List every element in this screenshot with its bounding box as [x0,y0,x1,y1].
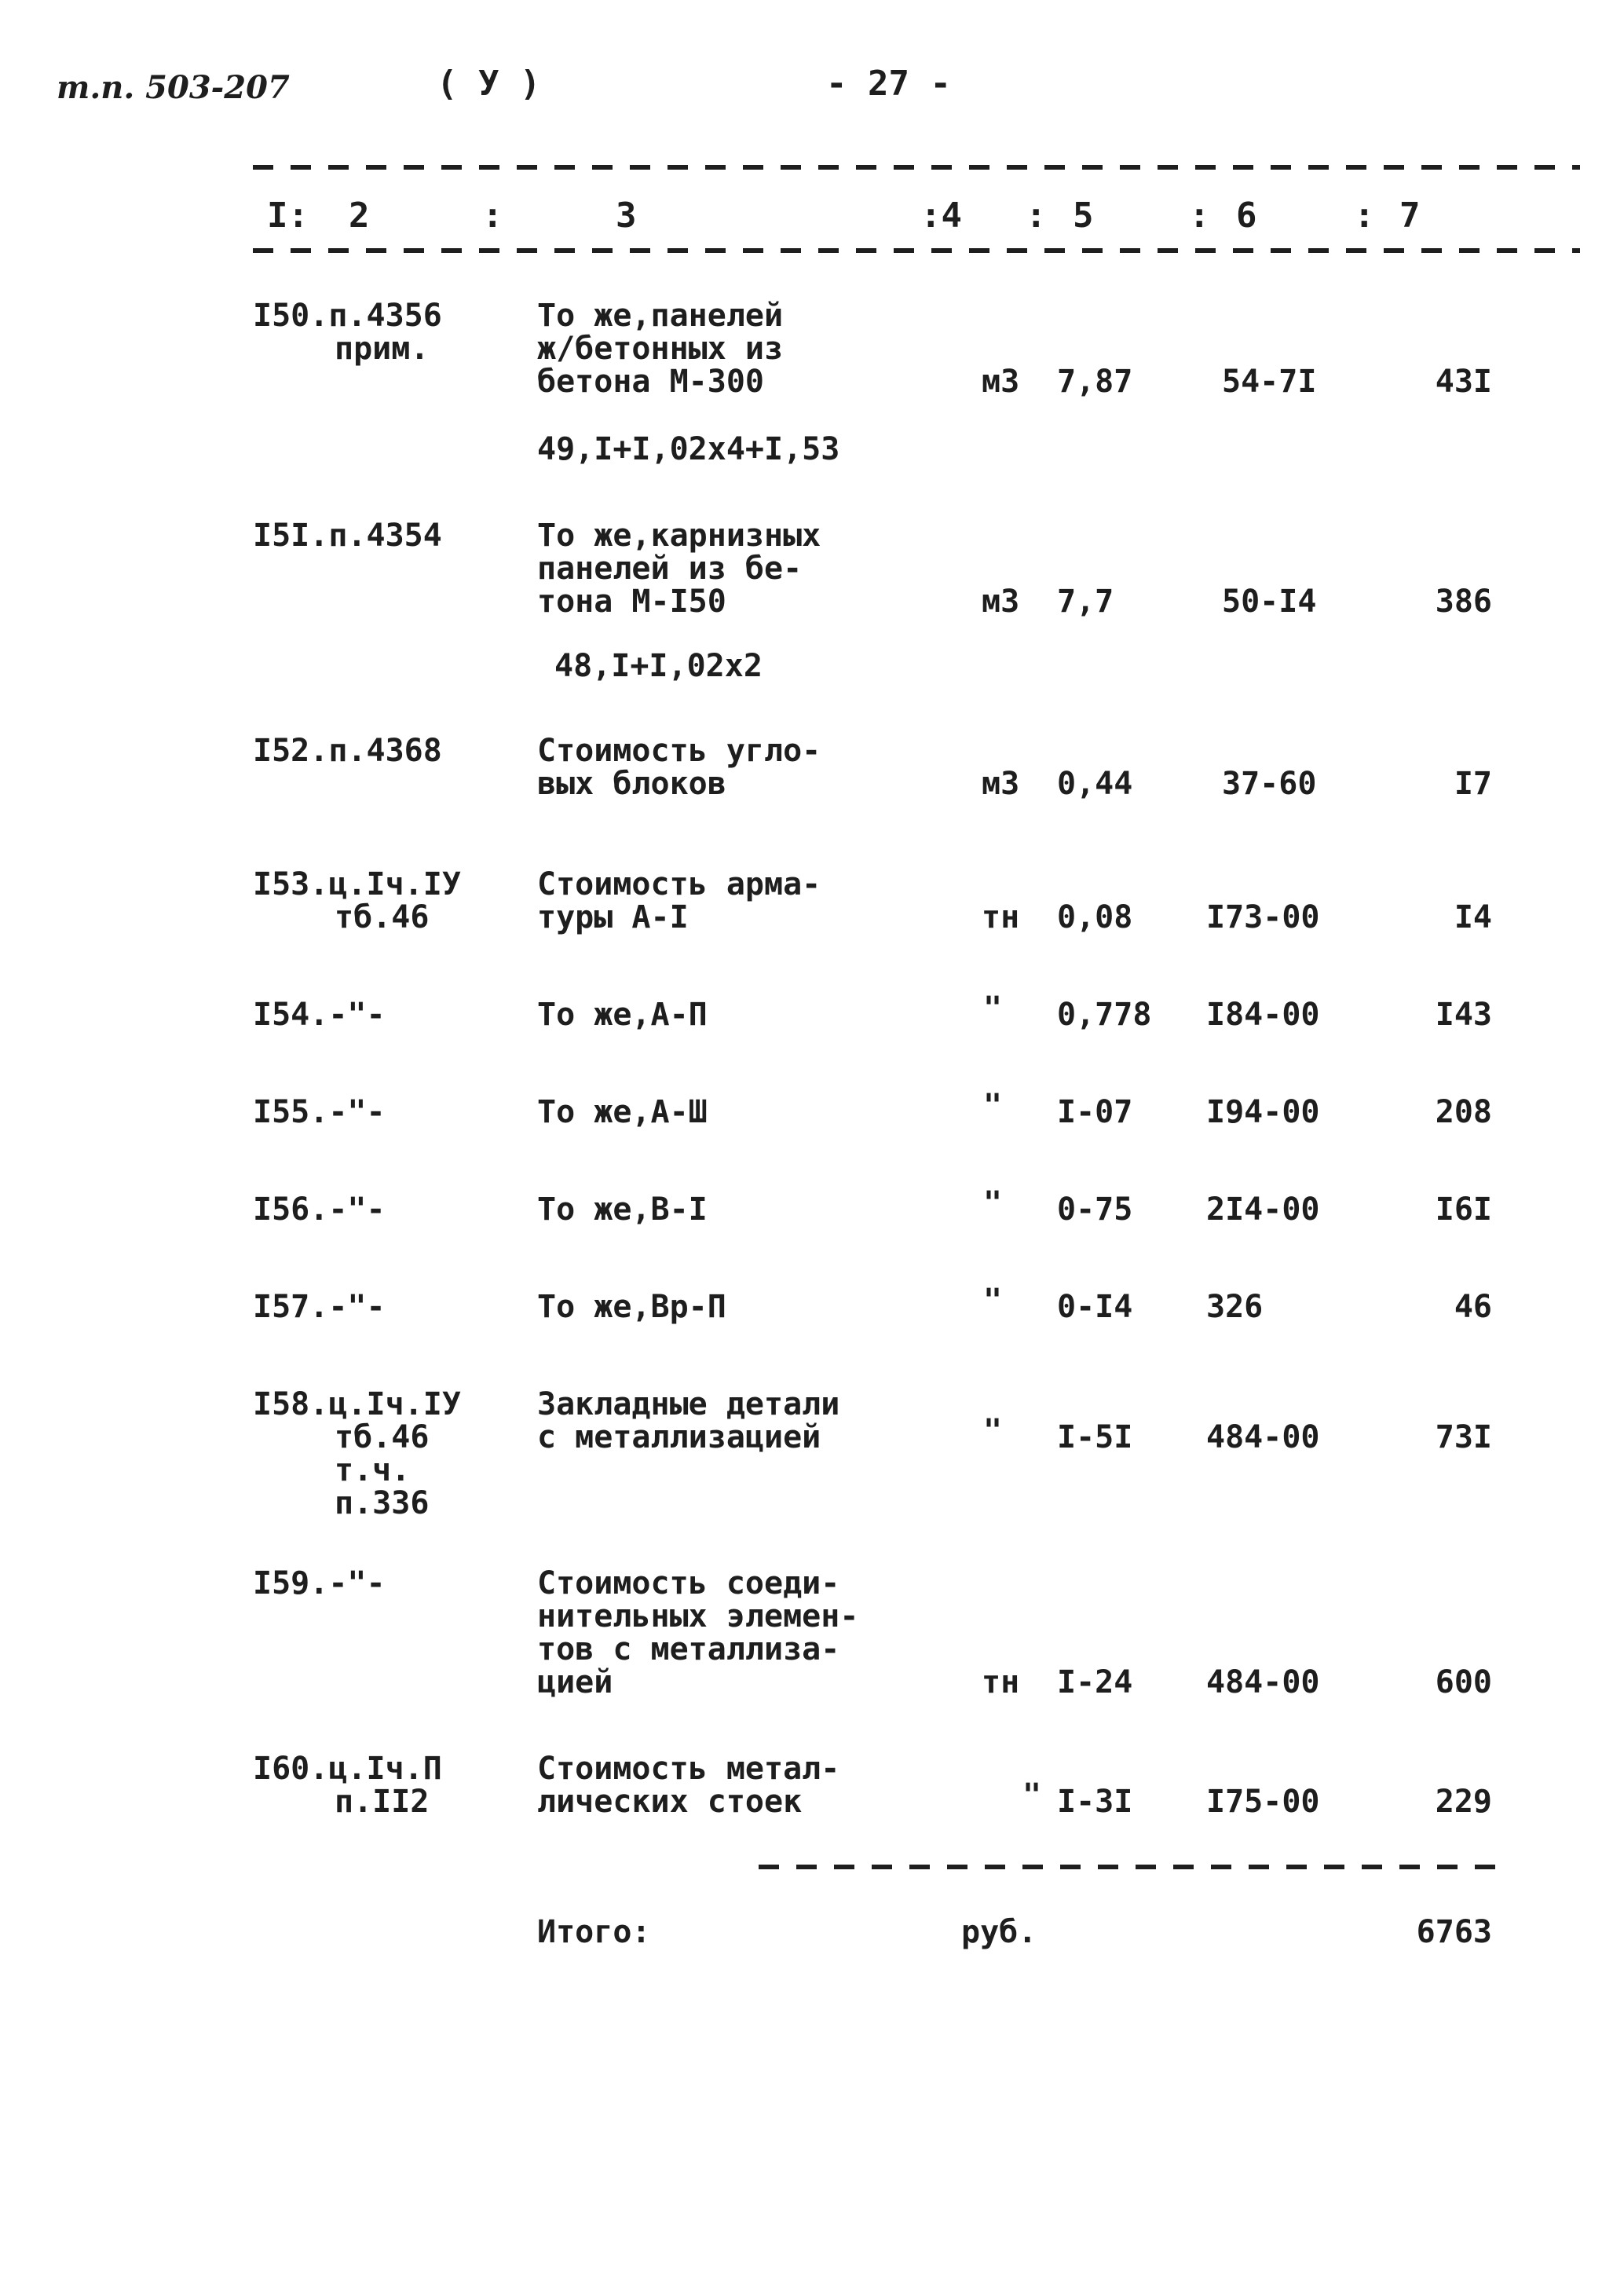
row-description: То же,Вр-П [537,1289,726,1325]
header-top-rule [253,165,1580,170]
row-price: I73-00 [1206,899,1320,935]
row-total: 208 [1435,1094,1492,1130]
row-total: 386 [1435,584,1492,620]
header-bottom-rule [253,248,1580,253]
total-label: Итого: [537,1914,651,1950]
row-description: цией [537,1664,613,1700]
row-description: с металлизацией [537,1419,821,1455]
row-description: То же,карнизных [537,518,821,554]
col-header-sep: : [482,196,503,236]
row-code: I52.п.4368 [253,733,442,769]
row-price: 50-I4 [1222,584,1317,620]
col-header-3: 3 [616,196,637,236]
page-number: - 27 - [826,64,951,104]
col-header-4: :4 [920,196,962,236]
row-description: Стоимость угло- [537,733,821,769]
row-price: 484-00 [1206,1664,1320,1700]
row-total: I7 [1454,766,1492,802]
col-header-7: 7 [1399,196,1421,236]
row-price: 54-7I [1222,364,1317,400]
row-total: I6I [1435,1191,1492,1228]
row-quantity: 0,08 [1057,899,1133,935]
document-code: т.п. 503-207 [57,69,290,106]
col-header-1: I: [267,196,309,236]
row-description: То же,А-П [537,997,708,1033]
row-description: Стоимость соеди- [537,1565,840,1601]
row-code: I59.-"- [253,1565,386,1601]
row-description: туры А-I [537,899,689,935]
row-description: ж/бетонных из [537,331,784,367]
row-total: 600 [1435,1664,1492,1700]
row-price: 37-60 [1222,766,1317,802]
row-code: I58.ц.Iч.IУ [253,1386,461,1422]
row-price: I84-00 [1206,997,1320,1033]
row-unit: " [983,990,1003,1027]
row-code: I5I.п.4354 [253,518,442,554]
total-rule [759,1865,1512,1869]
row-description: Стоимость метал- [537,1751,840,1787]
row-description: нительных элемен- [537,1598,859,1634]
row-code: I55.-"- [253,1094,386,1130]
row-calculation: 49,I+I,02х4+I,53 [537,431,840,467]
row-price: 2I4-00 [1206,1191,1320,1228]
row-total: 73I [1435,1419,1492,1455]
row-quantity: I-3I [1057,1784,1133,1820]
row-code: п.II2 [335,1784,430,1820]
row-price: 326 [1206,1289,1264,1325]
row-code: т.ч. [335,1452,411,1488]
row-unit: " [983,1413,1003,1449]
row-description: То же,А-Ш [537,1094,708,1130]
row-unit: тн [982,1664,1020,1700]
row-code: тб.46 [335,1419,430,1455]
row-description: панелей из бе- [537,551,803,587]
row-unit: тн [982,899,1020,935]
row-code: I50.п.4356 [253,298,442,334]
row-code: I54.-"- [253,997,386,1033]
row-unit: " [983,1283,1003,1319]
row-description: тона М-I50 [537,584,726,620]
row-quantity: 0,44 [1057,766,1133,802]
row-code: I56.-"- [253,1191,386,1228]
row-total: 46 [1454,1289,1492,1325]
row-description: Стоимость арма- [537,866,821,902]
row-quantity: 0,778 [1057,997,1152,1033]
row-price: I75-00 [1206,1784,1320,1820]
row-code: тб.46 [335,899,430,935]
row-unit: м3 [982,766,1020,802]
row-description: То же,панелей [537,298,784,334]
row-unit: " [1022,1777,1042,1814]
row-code: I60.ц.Iч.П [253,1751,442,1787]
row-unit: м3 [982,584,1020,620]
row-quantity: 0-I4 [1057,1289,1133,1325]
row-description: То же,В-I [537,1191,708,1228]
row-description: Закладные детали [537,1386,840,1422]
row-unit: м3 [982,364,1020,400]
variant-label: ( У ) [437,64,541,104]
row-price: I94-00 [1206,1094,1320,1130]
row-total: I43 [1435,997,1492,1033]
row-description: бетона М-300 [537,364,764,400]
row-description: лических стоек [537,1784,803,1820]
row-quantity: 7,7 [1057,584,1114,620]
row-quantity: 7,87 [1057,364,1133,400]
row-code: I53.ц.Iч.IУ [253,866,461,902]
row-quantity: 0-75 [1057,1191,1133,1228]
row-total: 229 [1435,1784,1492,1820]
row-unit: " [983,1185,1003,1221]
row-code: I57.-"- [253,1289,386,1325]
col-header-sep: : [1189,196,1210,236]
row-description: тов с металлиза- [537,1631,840,1667]
row-quantity: I-5I [1057,1419,1133,1455]
row-unit: " [983,1088,1003,1124]
total-currency: руб. [961,1914,1037,1950]
row-quantity: I-24 [1057,1664,1133,1700]
col-header-2: 2 [349,196,370,236]
col-header-sep: : [1026,196,1047,236]
row-quantity: I-07 [1057,1094,1133,1130]
row-total: 43I [1435,364,1492,400]
row-code: прим. [335,331,430,367]
row-description: вых блоков [537,766,726,802]
col-header-sep: : [1354,196,1375,236]
row-total: I4 [1454,899,1492,935]
col-header-6: 6 [1236,196,1257,236]
row-price: 484-00 [1206,1419,1320,1455]
col-header-5: 5 [1073,196,1094,236]
row-code: п.336 [335,1485,430,1521]
row-calculation: 48,I+I,02х2 [554,648,763,684]
grand-total: 6763 [1416,1914,1492,1950]
